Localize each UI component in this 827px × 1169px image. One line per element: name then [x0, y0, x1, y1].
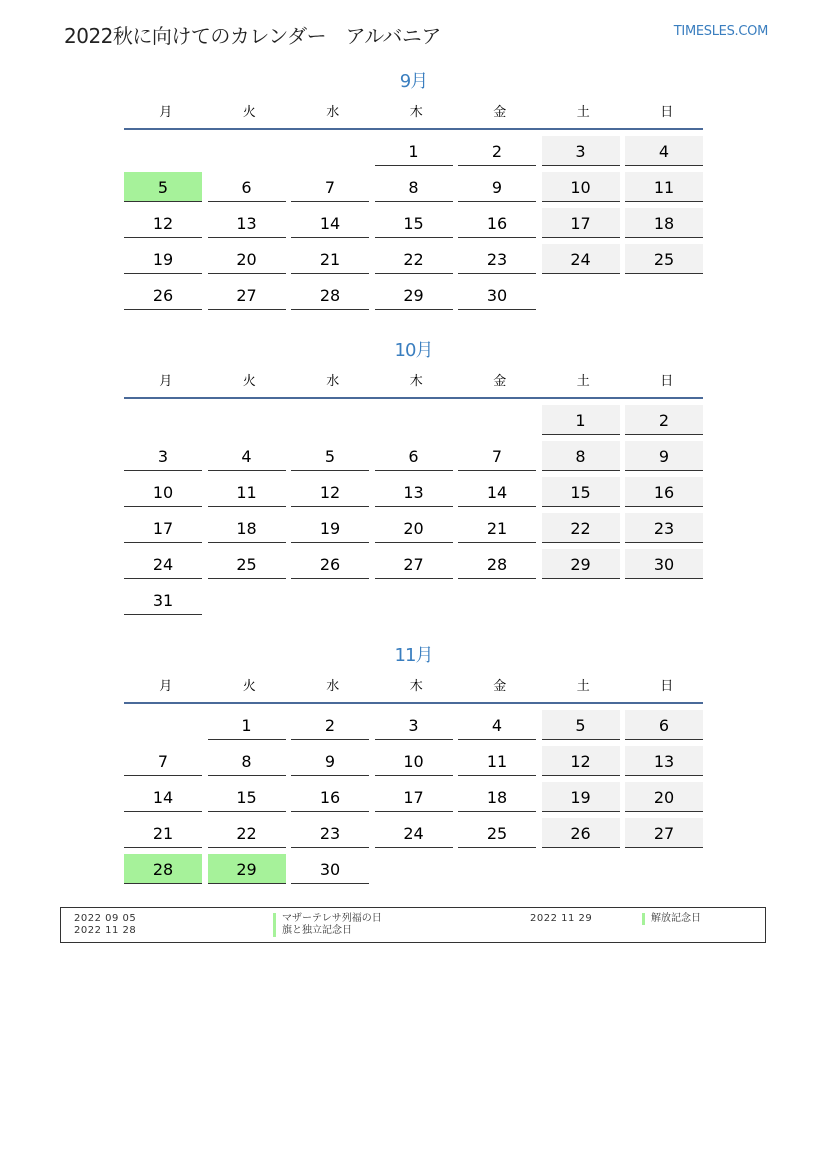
day-cell[interactable]: 1	[542, 405, 620, 435]
day-cell[interactable]: 1	[375, 136, 453, 166]
empty-day-cell	[542, 585, 620, 615]
weekday-label: 木	[409, 105, 423, 120]
week-row	[124, 244, 703, 280]
weekday-header-row	[124, 678, 703, 704]
weeks-grid	[124, 405, 703, 621]
day-cell[interactable]: 4	[208, 441, 286, 471]
week-row	[124, 280, 703, 316]
day-cell[interactable]: 15	[208, 782, 286, 812]
day-cell[interactable]: 29	[542, 549, 620, 579]
empty-day-cell	[542, 280, 620, 310]
holiday-day-cell[interactable]: 5	[124, 172, 202, 202]
day-cell[interactable]: 23	[291, 818, 369, 848]
week-row	[124, 710, 703, 746]
weekday-label: 月	[159, 374, 173, 389]
day-cell[interactable]: 20	[375, 513, 453, 543]
day-cell[interactable]: 30	[458, 280, 536, 310]
day-cell[interactable]: 7	[458, 441, 536, 471]
empty-day-cell	[375, 854, 453, 884]
empty-day-cell	[458, 405, 536, 435]
day-cell[interactable]: 12	[124, 208, 202, 238]
day-cell[interactable]: 15	[375, 208, 453, 238]
day-cell[interactable]: 16	[458, 208, 536, 238]
month-title: 10月	[394, 340, 433, 361]
day-cell[interactable]: 24	[375, 818, 453, 848]
day-cell[interactable]: 24	[124, 549, 202, 579]
weekday-label: 土	[576, 105, 590, 120]
weekday-label: 日	[660, 374, 674, 389]
month-calendar-october	[124, 337, 703, 621]
legend-dates-left	[74, 913, 136, 937]
empty-day-cell	[124, 136, 202, 166]
day-cell[interactable]: 27	[208, 280, 286, 310]
day-cell[interactable]: 6	[208, 172, 286, 202]
empty-day-cell	[375, 405, 453, 435]
week-row	[124, 782, 703, 818]
day-cell[interactable]: 31	[124, 585, 202, 615]
day-cell[interactable]: 20	[625, 782, 703, 812]
day-cell[interactable]: 21	[124, 818, 202, 848]
month-title: 9月	[399, 71, 428, 92]
legend-holiday-name: 旗と独立記念日	[273, 925, 382, 937]
weekday-label: 火	[242, 679, 256, 694]
week-row	[124, 477, 703, 513]
day-cell[interactable]: 18	[208, 513, 286, 543]
day-cell[interactable]: 10	[124, 477, 202, 507]
weekday-label: 金	[493, 374, 507, 389]
day-cell[interactable]: 30	[625, 549, 703, 579]
day-cell[interactable]: 3	[375, 710, 453, 740]
day-cell[interactable]: 19	[291, 513, 369, 543]
legend-date: 2022 11 29	[530, 913, 593, 924]
day-cell[interactable]: 2	[625, 405, 703, 435]
week-row	[124, 172, 703, 208]
day-cell[interactable]: 27	[375, 549, 453, 579]
day-cell[interactable]: 24	[542, 244, 620, 274]
day-cell[interactable]: 2	[291, 710, 369, 740]
day-cell[interactable]: 7	[291, 172, 369, 202]
empty-day-cell	[208, 585, 286, 615]
legend-date: 2022 11 28	[74, 925, 137, 936]
day-cell[interactable]: 14	[124, 782, 202, 812]
day-cell[interactable]: 28	[291, 280, 369, 310]
day-cell[interactable]: 18	[625, 208, 703, 238]
day-cell[interactable]: 28	[458, 549, 536, 579]
weekday-label: 金	[493, 105, 507, 120]
empty-day-cell	[208, 405, 286, 435]
holiday-day-cell[interactable]: 29	[208, 854, 286, 884]
day-cell[interactable]: 22	[208, 818, 286, 848]
day-cell[interactable]: 26	[124, 280, 202, 310]
weekday-label: 火	[242, 374, 256, 389]
weekday-label: 金	[493, 679, 507, 694]
week-row	[124, 441, 703, 477]
weekday-label: 水	[326, 374, 340, 389]
weekday-label: 月	[159, 105, 173, 120]
day-cell[interactable]: 19	[542, 782, 620, 812]
day-cell[interactable]: 19	[124, 244, 202, 274]
day-cell[interactable]: 13	[375, 477, 453, 507]
legend-dates-right	[530, 913, 592, 925]
weeks-grid	[124, 136, 703, 316]
day-cell[interactable]: 22	[542, 513, 620, 543]
empty-day-cell	[291, 585, 369, 615]
day-cell[interactable]: 29	[375, 280, 453, 310]
day-cell[interactable]: 1	[208, 710, 286, 740]
day-cell[interactable]: 9	[458, 172, 536, 202]
day-cell[interactable]: 9	[291, 746, 369, 776]
month-calendar-november	[124, 642, 703, 890]
day-cell[interactable]: 8	[208, 746, 286, 776]
day-cell[interactable]: 4	[458, 710, 536, 740]
empty-day-cell	[542, 854, 620, 884]
empty-day-cell	[375, 585, 453, 615]
empty-day-cell	[124, 710, 202, 740]
day-cell[interactable]: 25	[458, 818, 536, 848]
day-cell[interactable]: 14	[458, 477, 536, 507]
week-row	[124, 405, 703, 441]
day-cell[interactable]: 12	[542, 746, 620, 776]
day-cell[interactable]: 7	[124, 746, 202, 776]
day-cell[interactable]: 17	[542, 208, 620, 238]
day-cell[interactable]: 15	[542, 477, 620, 507]
day-cell[interactable]: 4	[625, 136, 703, 166]
empty-day-cell	[291, 136, 369, 166]
day-cell[interactable]: 3	[124, 441, 202, 471]
weekday-header-row	[124, 104, 703, 130]
legend-holiday-name: マザーテレサ列福の日	[273, 913, 382, 925]
legend-holiday-name: 解放記念日	[642, 913, 701, 925]
day-cell[interactable]: 20	[208, 244, 286, 274]
day-cell[interactable]: 11	[458, 746, 536, 776]
day-cell[interactable]: 11	[625, 172, 703, 202]
day-cell[interactable]: 30	[291, 854, 369, 884]
empty-day-cell	[291, 405, 369, 435]
empty-day-cell	[625, 854, 703, 884]
day-cell[interactable]: 13	[208, 208, 286, 238]
day-cell[interactable]: 16	[291, 782, 369, 812]
day-cell[interactable]: 3	[542, 136, 620, 166]
weekday-label: 日	[660, 105, 674, 120]
week-row	[124, 746, 703, 782]
day-cell[interactable]: 17	[375, 782, 453, 812]
weekday-label: 水	[326, 105, 340, 120]
day-cell[interactable]: 9	[625, 441, 703, 471]
day-cell[interactable]: 16	[625, 477, 703, 507]
day-cell[interactable]: 2	[458, 136, 536, 166]
day-cell[interactable]: 14	[291, 208, 369, 238]
day-cell[interactable]: 23	[625, 513, 703, 543]
empty-day-cell	[625, 585, 703, 615]
day-cell[interactable]: 22	[375, 244, 453, 274]
weekday-label: 木	[409, 679, 423, 694]
month-calendar-september	[124, 68, 703, 316]
weekday-label: 水	[326, 679, 340, 694]
day-cell[interactable]: 25	[208, 549, 286, 579]
week-row	[124, 513, 703, 549]
weekday-label: 木	[409, 374, 423, 389]
empty-day-cell	[208, 136, 286, 166]
empty-day-cell	[458, 585, 536, 615]
day-cell[interactable]: 10	[542, 172, 620, 202]
day-cell[interactable]: 13	[625, 746, 703, 776]
weekday-label: 月	[159, 679, 173, 694]
day-cell[interactable]: 21	[458, 513, 536, 543]
week-row	[124, 818, 703, 854]
weekday-label: 火	[242, 105, 256, 120]
empty-day-cell	[458, 854, 536, 884]
empty-day-cell	[124, 405, 202, 435]
month-title: 11月	[394, 645, 433, 666]
day-cell[interactable]: 5	[542, 710, 620, 740]
day-cell[interactable]: 26	[542, 818, 620, 848]
day-cell[interactable]: 17	[124, 513, 202, 543]
weeks-grid	[124, 710, 703, 890]
day-cell[interactable]: 6	[625, 710, 703, 740]
day-cell[interactable]: 26	[291, 549, 369, 579]
empty-day-cell	[625, 280, 703, 310]
holiday-legend	[60, 907, 766, 943]
day-cell[interactable]: 6	[375, 441, 453, 471]
brand-logo-text[interactable]: TIMESLES.COM	[673, 24, 768, 39]
weekday-label: 日	[660, 679, 674, 694]
day-cell[interactable]: 27	[625, 818, 703, 848]
day-cell[interactable]: 10	[375, 746, 453, 776]
weekday-header-row	[124, 373, 703, 399]
week-row	[124, 136, 703, 172]
week-row	[124, 585, 703, 621]
day-cell[interactable]: 5	[291, 441, 369, 471]
day-cell[interactable]: 23	[458, 244, 536, 274]
day-cell[interactable]: 18	[458, 782, 536, 812]
week-row	[124, 854, 703, 890]
legend-names-left	[273, 913, 382, 937]
day-cell[interactable]: 8	[375, 172, 453, 202]
day-cell[interactable]: 8	[542, 441, 620, 471]
day-cell[interactable]: 12	[291, 477, 369, 507]
holiday-day-cell[interactable]: 28	[124, 854, 202, 884]
weekday-label: 土	[576, 374, 590, 389]
page-title: 2022秋に向けてのカレンダー アルバニア	[64, 24, 441, 48]
week-row	[124, 549, 703, 585]
legend-names-right	[642, 913, 701, 925]
legend-date: 2022 09 05	[74, 913, 137, 924]
week-row	[124, 208, 703, 244]
day-cell[interactable]: 11	[208, 477, 286, 507]
weekday-label: 土	[576, 679, 590, 694]
day-cell[interactable]: 21	[291, 244, 369, 274]
day-cell[interactable]: 25	[625, 244, 703, 274]
